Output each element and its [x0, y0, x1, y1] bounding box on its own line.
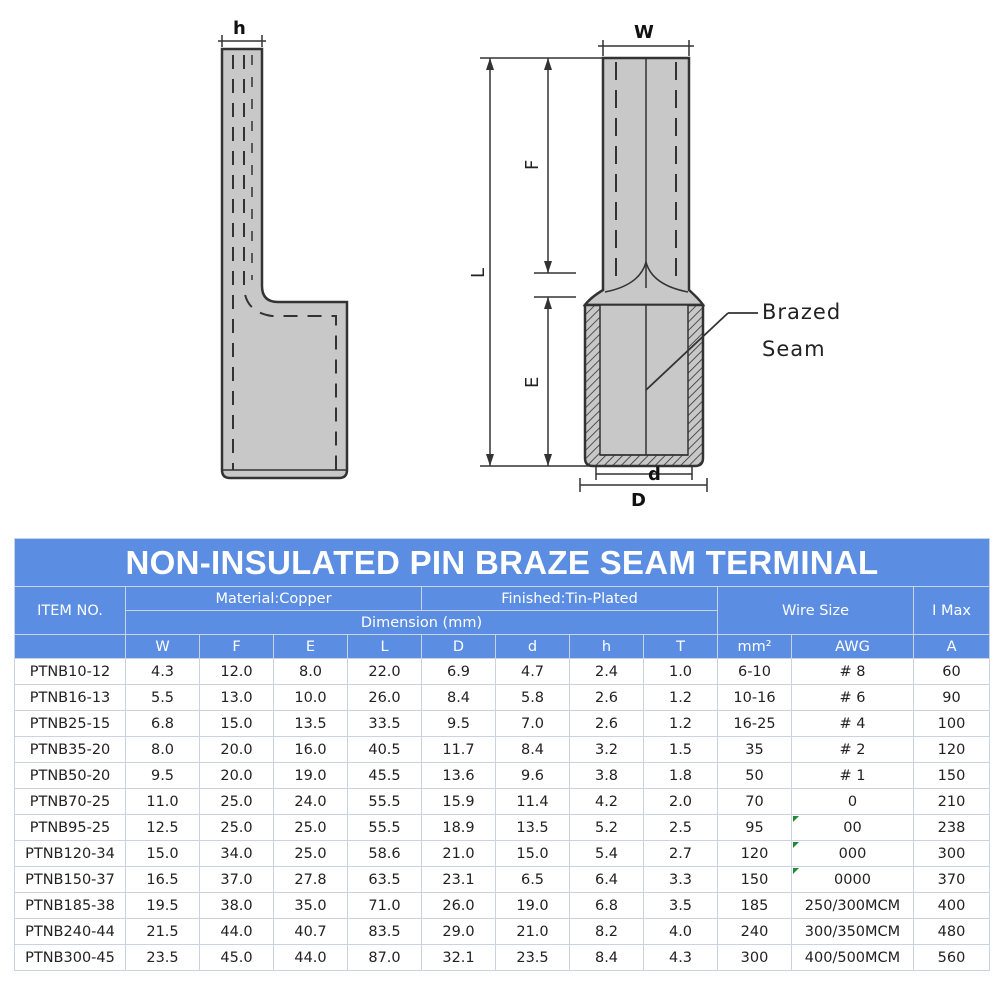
- header-blank: [15, 635, 126, 659]
- table-cell: 3.2: [570, 737, 644, 763]
- table-row: [15, 737, 990, 763]
- table-cell: 6-10: [718, 659, 792, 685]
- item-no-cell: PTNB185-38: [15, 893, 126, 919]
- table-cell: 10.0: [274, 685, 348, 711]
- table-cell: 0000: [792, 867, 914, 893]
- table-cell: 400/500MCM: [792, 945, 914, 971]
- table-cell: 8.4: [496, 737, 570, 763]
- table-cell: 45.0: [200, 945, 274, 971]
- table-cell: 6.4: [570, 867, 644, 893]
- column-header: E: [274, 635, 348, 659]
- column-header: AWG: [792, 635, 914, 659]
- table-cell: 83.5: [348, 919, 422, 945]
- item-no-cell: PTNB50-20: [15, 763, 126, 789]
- front-view: [468, 22, 841, 511]
- table-cell: 15.9: [422, 789, 496, 815]
- table-cell: 12.0: [200, 659, 274, 685]
- table-row: [15, 659, 990, 685]
- table-cell: 250/300MCM: [792, 893, 914, 919]
- column-header: W: [126, 635, 200, 659]
- item-no-cell: PTNB150-37: [15, 867, 126, 893]
- table-cell: 6.9: [422, 659, 496, 685]
- table-cell: 11.0: [126, 789, 200, 815]
- table-cell: 25.0: [200, 815, 274, 841]
- column-header-row: [15, 635, 990, 659]
- label-E: E: [522, 376, 543, 388]
- table-cell: 4.0: [644, 919, 718, 945]
- table-cell: 1.2: [644, 685, 718, 711]
- table-row: [15, 919, 990, 945]
- table-cell: 21.0: [496, 919, 570, 945]
- table-cell: 16-25: [718, 711, 792, 737]
- label-F: F: [522, 159, 543, 170]
- table-cell: 100: [914, 711, 990, 737]
- table-cell: 33.5: [348, 711, 422, 737]
- table-cell: 25.0: [274, 841, 348, 867]
- table-cell: 300: [718, 945, 792, 971]
- table-cell: 29.0: [422, 919, 496, 945]
- table-cell: 4.3: [644, 945, 718, 971]
- table-cell: 19.5: [126, 893, 200, 919]
- table-cell: 40.7: [274, 919, 348, 945]
- table-cell: 95: [718, 815, 792, 841]
- table-cell: 25.0: [200, 789, 274, 815]
- table-cell: 13.0: [200, 685, 274, 711]
- table-cell: 16.5: [126, 867, 200, 893]
- table-cell: 15.0: [200, 711, 274, 737]
- table-cell: 3.3: [644, 867, 718, 893]
- table-cell: 16.0: [274, 737, 348, 763]
- table-row: [15, 867, 990, 893]
- header-dimension: Dimension (mm): [126, 611, 718, 635]
- table-cell: 34.0: [200, 841, 274, 867]
- item-no-cell: PTNB95-25: [15, 815, 126, 841]
- table-cell: 9.6: [496, 763, 570, 789]
- label-h: h: [233, 18, 246, 39]
- table-cell: # 8: [792, 659, 914, 685]
- table-cell: 300/350MCM: [792, 919, 914, 945]
- table-cell: 32.1: [422, 945, 496, 971]
- column-header: h: [570, 635, 644, 659]
- item-no-cell: PTNB120-34: [15, 841, 126, 867]
- table-cell: 90: [914, 685, 990, 711]
- item-no-cell: PTNB240-44: [15, 919, 126, 945]
- table-cell: 1.5: [644, 737, 718, 763]
- table-cell: 00: [792, 815, 914, 841]
- table-cell: 70: [718, 789, 792, 815]
- table-cell: 6.8: [126, 711, 200, 737]
- table-cell: 120: [914, 737, 990, 763]
- table-cell: # 1: [792, 763, 914, 789]
- table-cell: 37.0: [200, 867, 274, 893]
- table-cell: 13.5: [496, 815, 570, 841]
- table-cell: 71.0: [348, 893, 422, 919]
- table-cell: 24.0: [274, 789, 348, 815]
- table-cell: 1.0: [644, 659, 718, 685]
- table-cell: 150: [718, 867, 792, 893]
- table-cell: 22.0: [348, 659, 422, 685]
- label-D: D: [631, 490, 646, 511]
- table-cell: 2.6: [570, 685, 644, 711]
- table-cell: 8.4: [422, 685, 496, 711]
- table-cell: 60: [914, 659, 990, 685]
- table-row: [15, 711, 990, 737]
- table-cell: 15.0: [126, 841, 200, 867]
- table-cell: 185: [718, 893, 792, 919]
- table-cell: 26.0: [348, 685, 422, 711]
- column-header: L: [348, 635, 422, 659]
- table-cell: 120: [718, 841, 792, 867]
- table-cell: 9.5: [422, 711, 496, 737]
- table-cell: # 6: [792, 685, 914, 711]
- item-no-cell: PTNB70-25: [15, 789, 126, 815]
- table-cell: 2.0: [644, 789, 718, 815]
- table-cell: 5.2: [570, 815, 644, 841]
- table-cell: 63.5: [348, 867, 422, 893]
- table-cell: 44.0: [200, 919, 274, 945]
- label-d: d: [648, 464, 661, 485]
- table-cell: 5.5: [126, 685, 200, 711]
- table-cell: # 2: [792, 737, 914, 763]
- header-item-no: ITEM NO.: [15, 587, 126, 635]
- table-cell: 35.0: [274, 893, 348, 919]
- table-cell: 3.8: [570, 763, 644, 789]
- table-cell: 150: [914, 763, 990, 789]
- table-cell: 8.0: [126, 737, 200, 763]
- table-cell: 210: [914, 789, 990, 815]
- table-cell: 300: [914, 841, 990, 867]
- table-cell: 4.2: [570, 789, 644, 815]
- header-finished: Finished:Tin-Plated: [422, 587, 718, 611]
- table-cell: 38.0: [200, 893, 274, 919]
- table-cell: 35: [718, 737, 792, 763]
- table-cell: 20.0: [200, 763, 274, 789]
- table-cell: 25.0: [274, 815, 348, 841]
- table-cell: 10-16: [718, 685, 792, 711]
- table-cell: 11.7: [422, 737, 496, 763]
- table-cell: 6.5: [496, 867, 570, 893]
- table-cell: 2.6: [570, 711, 644, 737]
- table-cell: 13.6: [422, 763, 496, 789]
- table-row: [15, 841, 990, 867]
- table-cell: 19.0: [496, 893, 570, 919]
- table-cell: 12.5: [126, 815, 200, 841]
- table-cell: 18.9: [422, 815, 496, 841]
- table-row: [15, 685, 990, 711]
- table-cell: 40.5: [348, 737, 422, 763]
- header-material: Material:Copper: [126, 587, 422, 611]
- table-cell: 400: [914, 893, 990, 919]
- table-cell: 23.5: [496, 945, 570, 971]
- table-cell: 1.8: [644, 763, 718, 789]
- table-row: [15, 893, 990, 919]
- header-wire-size: Wire Size: [718, 587, 914, 635]
- column-header: d: [496, 635, 570, 659]
- table-cell: 370: [914, 867, 990, 893]
- table-cell: 11.4: [496, 789, 570, 815]
- table-row: [15, 789, 990, 815]
- table-cell: 1.2: [644, 711, 718, 737]
- label-brazed: Brazed: [762, 300, 842, 324]
- table-cell: 19.0: [274, 763, 348, 789]
- table-cell: 8.2: [570, 919, 644, 945]
- table-cell: 50: [718, 763, 792, 789]
- table-cell: 3.5: [644, 893, 718, 919]
- table-cell: 8.0: [274, 659, 348, 685]
- table-cell: 21.5: [126, 919, 200, 945]
- side-view: [218, 18, 347, 478]
- column-header: F: [200, 635, 274, 659]
- column-header: T: [644, 635, 718, 659]
- item-no-cell: PTNB300-45: [15, 945, 126, 971]
- label-W: W: [634, 22, 654, 43]
- table-cell: 238: [914, 815, 990, 841]
- table-body: [15, 659, 990, 971]
- table-cell: 23.1: [422, 867, 496, 893]
- column-header: D: [422, 635, 496, 659]
- column-header: A: [914, 635, 990, 659]
- table-title: NON-INSULATED PIN BRAZE SEAM TERMINAL: [15, 539, 990, 587]
- label-L: L: [468, 267, 489, 278]
- table-cell: 27.8: [274, 867, 348, 893]
- table-cell: 560: [914, 945, 990, 971]
- item-no-cell: PTNB35-20: [15, 737, 126, 763]
- table-cell: 26.0: [422, 893, 496, 919]
- table-cell: 5.8: [496, 685, 570, 711]
- table-cell: 21.0: [422, 841, 496, 867]
- table-cell: 2.5: [644, 815, 718, 841]
- table-cell: 000: [792, 841, 914, 867]
- table-cell: 15.0: [496, 841, 570, 867]
- table-cell: 480: [914, 919, 990, 945]
- table-cell: 23.5: [126, 945, 200, 971]
- table-cell: 55.5: [348, 815, 422, 841]
- table-cell: 58.6: [348, 841, 422, 867]
- table-cell: 2.4: [570, 659, 644, 685]
- table-cell: 87.0: [348, 945, 422, 971]
- table-cell: 7.0: [496, 711, 570, 737]
- column-header: mm²: [718, 635, 792, 659]
- item-no-cell: PTNB10-12: [15, 659, 126, 685]
- table-cell: 45.5: [348, 763, 422, 789]
- header-imax: I Max: [914, 587, 990, 635]
- table-cell: 55.5: [348, 789, 422, 815]
- item-no-cell: PTNB25-15: [15, 711, 126, 737]
- item-no-cell: PTNB16-13: [15, 685, 126, 711]
- table-cell: 13.5: [274, 711, 348, 737]
- table-cell: 9.5: [126, 763, 200, 789]
- table-row: [15, 763, 990, 789]
- table-cell: 2.7: [644, 841, 718, 867]
- table-cell: # 4: [792, 711, 914, 737]
- table-cell: 240: [718, 919, 792, 945]
- table-cell: 5.4: [570, 841, 644, 867]
- table-cell: 4.3: [126, 659, 200, 685]
- table-cell: 44.0: [274, 945, 348, 971]
- label-seam: Seam: [762, 337, 826, 361]
- table-cell: 6.8: [570, 893, 644, 919]
- table-row: [15, 945, 990, 971]
- table-cell: 20.0: [200, 737, 274, 763]
- table-cell: 4.7: [496, 659, 570, 685]
- spec-table: [14, 538, 990, 971]
- table-row: [15, 815, 990, 841]
- table-cell: 8.4: [570, 945, 644, 971]
- table-cell: 0: [792, 789, 914, 815]
